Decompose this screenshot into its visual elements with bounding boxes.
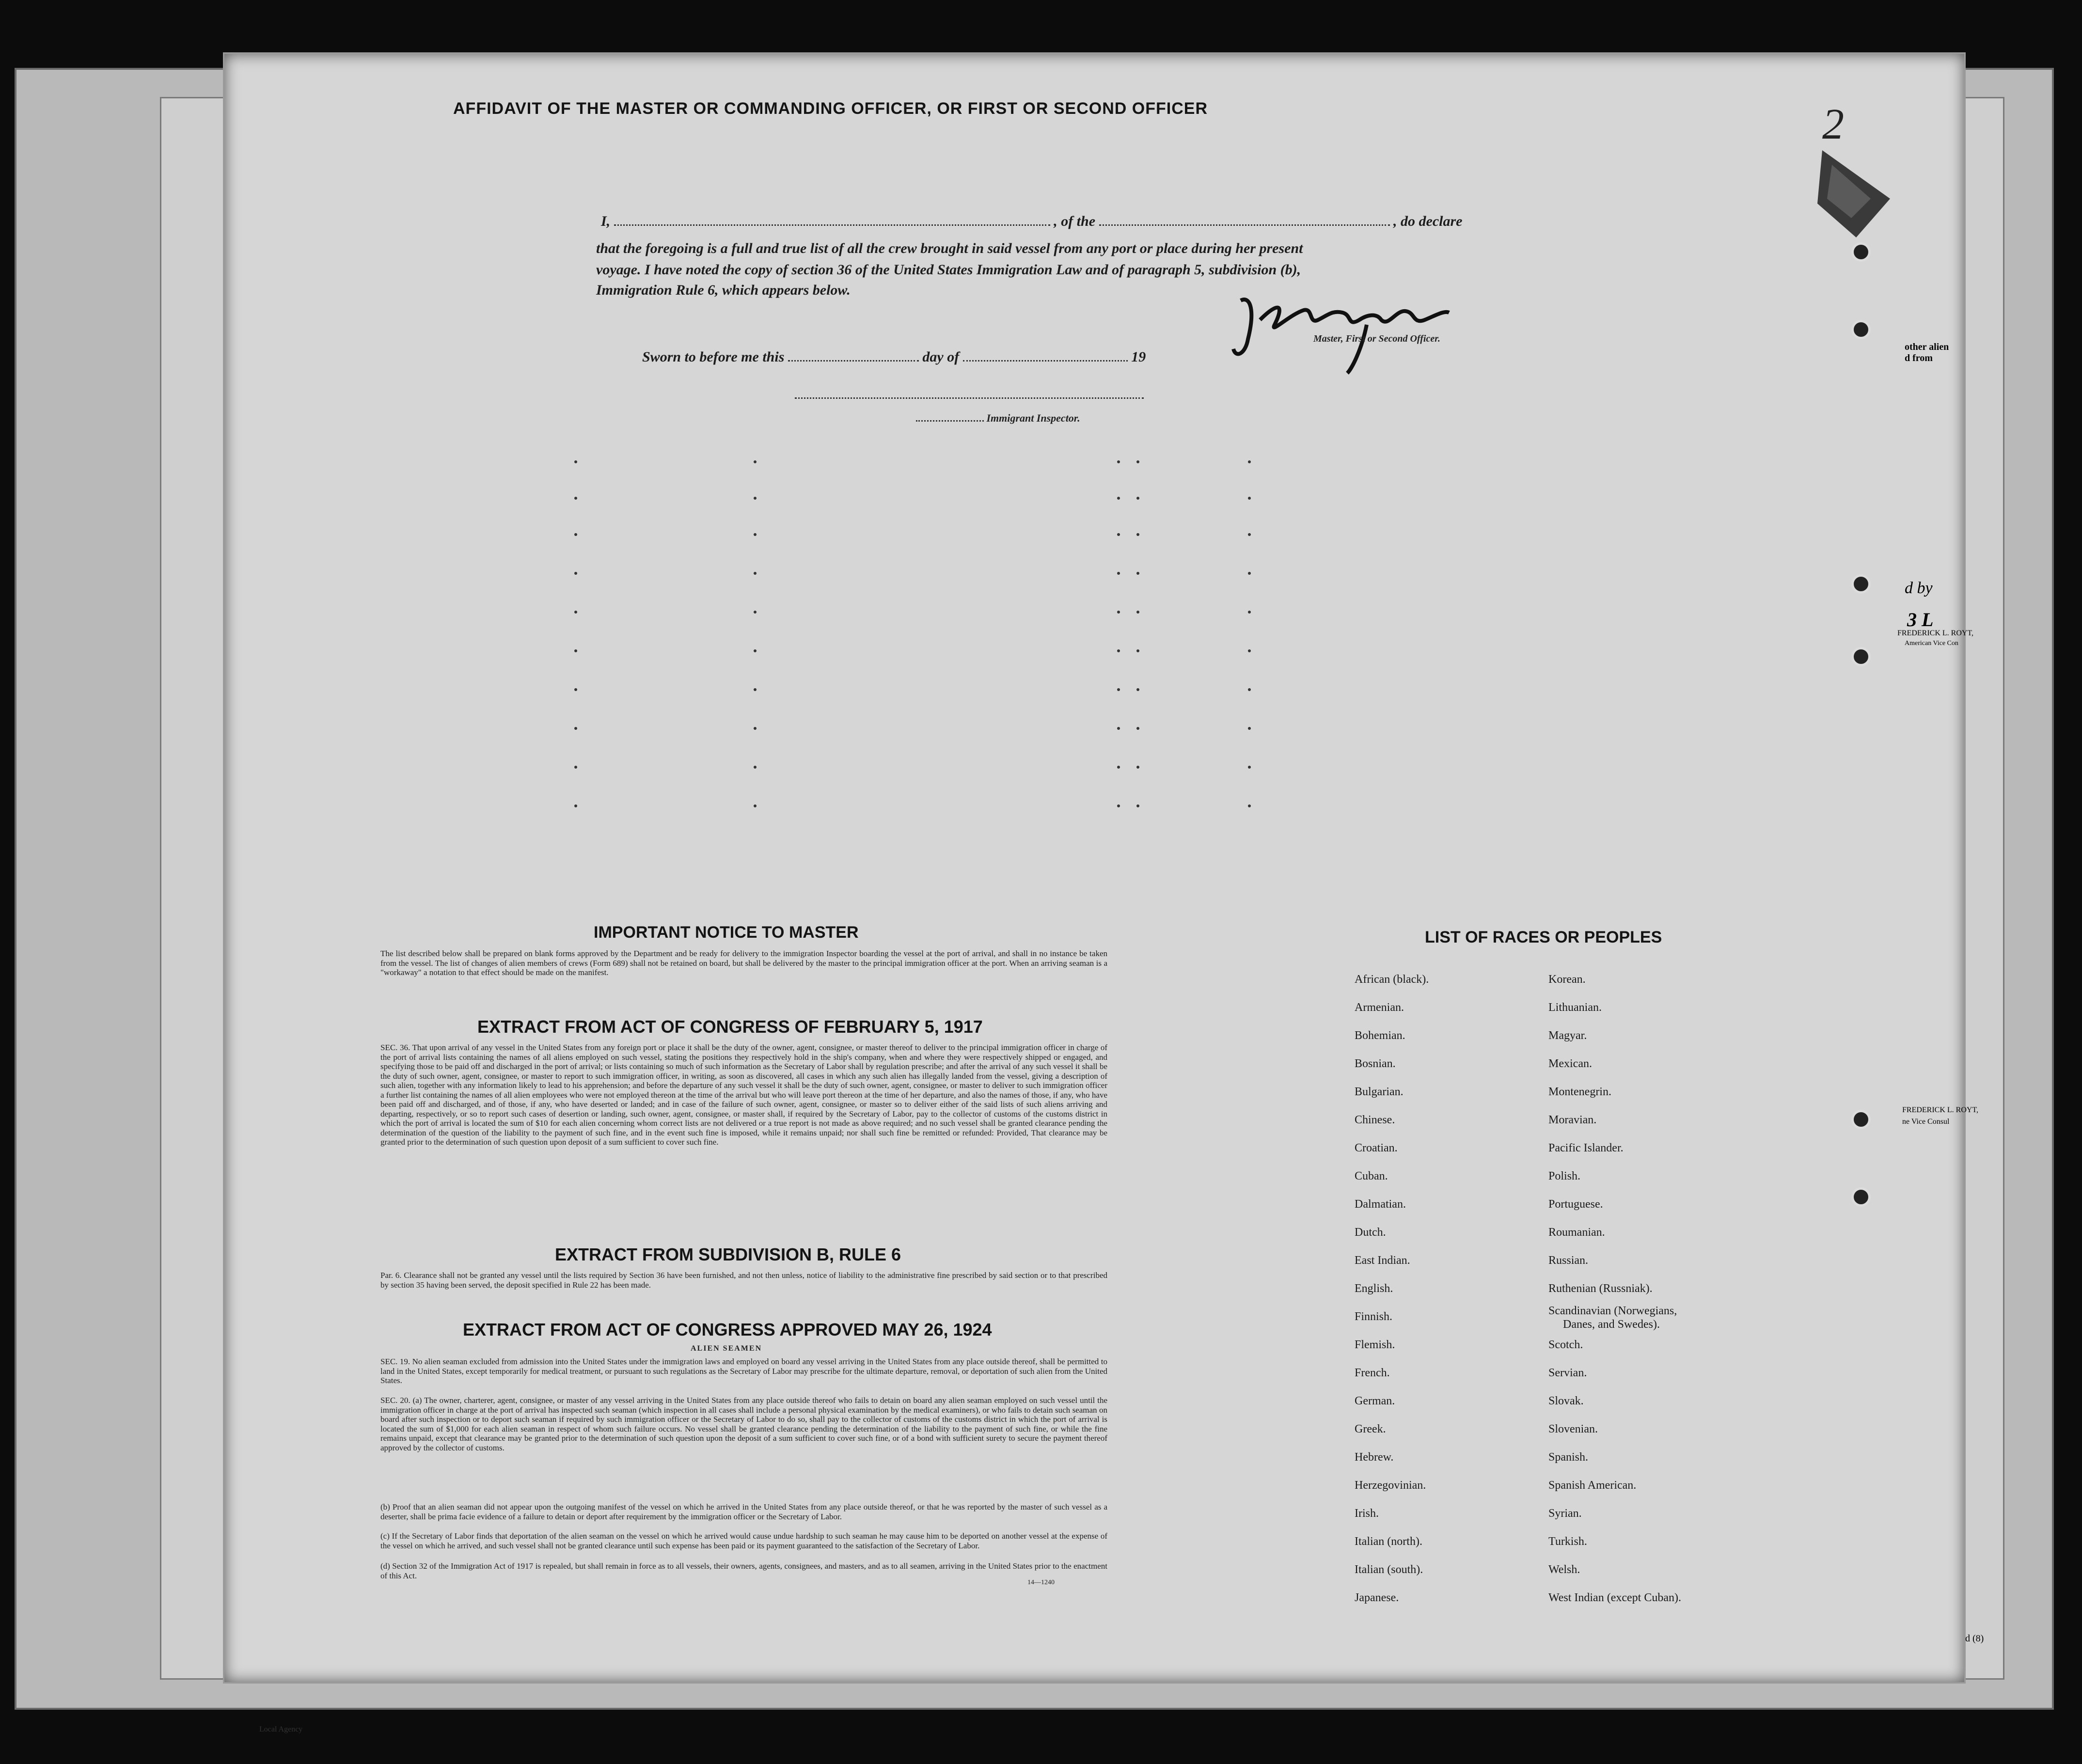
race-item: Slovenian. [1548, 1423, 1598, 1435]
notice-text: The list described below shall be prepared on blank forms approved by the Department and be ready for delivery to the immigration Inspector boarding the vessel at the port of arrival, and shall in no instance be taken from the vessel. The list of changes of alien members of crews (Form 689) shall not be retained on board, but shall be delivered by the master to the principal immigration officer at the port. When an arriving seaman is a "workaway" a notation to that effect should be made on the manifest. [380, 949, 1107, 977]
race-item: Italian (north). [1355, 1535, 1422, 1548]
inspector-label: Immigrant Inspector. [986, 412, 1080, 424]
race-item: Italian (south). [1355, 1563, 1423, 1576]
race-item: Russian. [1548, 1254, 1589, 1267]
race-item: Hebrew. [1355, 1451, 1394, 1464]
race-item: Polish. [1548, 1170, 1581, 1182]
inspector-line [916, 412, 1080, 425]
master-label: Master, First or Second Officer. [1313, 333, 1440, 344]
binder-hole-icon [1851, 320, 1871, 339]
extract2-text: Par. 6. Clearance shall not be granted any vessel until the lists required by Section 36 have been furnished, and not then unless, notice of liability to the administrative fine prescribed by said section or to that prescribed by section 35 having been served, the deposit specified in Rule 22 has been made. [380, 1271, 1107, 1290]
race-item: Croatian. [1355, 1142, 1398, 1154]
margin-note: American Vice Con [1905, 640, 1958, 647]
race-item: Dalmatian. [1355, 1198, 1406, 1211]
sworn-line [642, 349, 1272, 365]
sworn-month-field[interactable] [963, 360, 1128, 362]
race-item: Moravian. [1548, 1114, 1597, 1126]
extract1-text: SEC. 36. That upon arrival of any vessel in the United States from any foreign port or place it shall be the duty of the owner, agent, consignee, or master thereof to deliver to the principal immigration officer in charge of the port of arrival lists containing the names of all aliens employed on such vessel, stating the positions they respectively hold in the ship's company, when and where they were respectively shipped or engaged, and specifying those to be paid off and discharged in the port of arrival; or lists containing so much of such information as the Secretary of Labor shall by regulation prescribe; and after the arrival of any such vessel it shall be the duty of such owner, agent, consignee, or master to report to such immigration officer, in writing, as soon as discovered, all cases in which any such alien has illegally landed from the vessel, giving a description of such alien, together with any information likely to lead to his apprehension; and before the departure of any such vessel it shall be the duty of such owner, agent, consignee, or master to deliver to such immigration officer a further list containing the names of all alien employees who were not employed thereon at the time of the arrival but who will leave port thereon at the time of her departure, and also the names of those, if any, who have been paid off and discharged, and of those, if any, who have deserted or landed; and in case of the failure of such owner, agent, consignee, or master so to deliver either of the said lists of such aliens arriving and departing, respectively, or so to report such cases of desertion or landing, such owner, agent, consignee, or master shall, if required by the Secretary of Labor, pay to the collector of customs of the customs district in which the port of arrival is located the sum of $10 for each alien concerning whom correct lists are not delivered or a true report is not made as above required; and no such vessel shall be granted clearance pending the determination of the question of the liability to the payment of such fine, and in the event such fine is imposed, while it remains unpaid; nor shall such fine be remitted or refunded: Provided, That clearance may be granted prior to the determination of such question upon deposit of a sum sufficient to cover such fine. [380, 1043, 1107, 1147]
race-item: Slovak. [1548, 1395, 1584, 1407]
name-field[interactable] [614, 224, 1050, 226]
margin-note: d from [1905, 353, 1933, 363]
race-item: African (black). [1355, 973, 1429, 986]
race-item: Flemish. [1355, 1339, 1395, 1351]
margin-note: FREDERICK L. ROYT, [1897, 629, 1974, 637]
races-heading: LIST OF RACES OR PEOPLES [1425, 928, 1662, 946]
notice-heading: IMPORTANT NOTICE TO MASTER [594, 923, 859, 942]
race-item: Spanish American. [1548, 1479, 1637, 1492]
margin-note: ne Vice Consul [1902, 1118, 1950, 1126]
extract3-subheading: ALIEN SEAMEN [691, 1344, 762, 1353]
corner-tab-icon [1813, 145, 1895, 242]
margin-note: other alien [1905, 342, 1949, 352]
race-item: German. [1355, 1395, 1395, 1407]
margin-note: 3 L [1907, 609, 1934, 630]
race-item: West Indian (except Cuban). [1548, 1591, 1681, 1604]
race-item: Portuguese. [1548, 1198, 1603, 1211]
race-item: Chinese. [1355, 1114, 1395, 1126]
binder-hole-icon [1851, 647, 1871, 666]
race-item: Greek. [1355, 1423, 1386, 1435]
inspector-dots [916, 420, 984, 422]
race-item: Finnish. [1355, 1310, 1393, 1323]
bottom-left-note: Local Agency [259, 1725, 303, 1733]
of-the-label: , of the [1054, 213, 1096, 229]
race-item: Irish. [1355, 1507, 1379, 1520]
race-item: Lithuanian. [1548, 1001, 1602, 1014]
race-item: Dutch. [1355, 1226, 1386, 1239]
declaration-line-1 [601, 213, 1541, 230]
race-item: English. [1355, 1282, 1393, 1295]
race-item: Bulgarian. [1355, 1086, 1404, 1098]
race-item: Mexican. [1548, 1057, 1592, 1070]
race-item: Roumanian. [1548, 1226, 1605, 1239]
race-item: Cuban. [1355, 1170, 1388, 1182]
margin-note: d by [1905, 579, 1933, 597]
race-item: Syrian. [1548, 1507, 1582, 1520]
extract3-section20-d: (d) Section 32 of the Immigration Act of 1917 is repealed, but shall remain in force as to all vessels, their owners, agents, consignees, and masters, and as to all seamen, arriving in the United States prior to the enactment of this Act. [380, 1561, 1107, 1580]
binder-hole-icon [1851, 1110, 1871, 1129]
race-item: Scotch. [1548, 1339, 1583, 1351]
declaration-line-3: voyage. I have noted the copy of section 36 of the United States Immigration Law and of paragraph 5, subdivision (b), [596, 262, 1301, 278]
extract3-section20: SEC. 20. (a) The owner, charterer, agent, consignee, or master of any vessel arriving in the United States from any place outside thereof who fails to detain on board any alien seaman employed on such vessel until the immigration officer in charge at the port of arrival has inspected such seaman (which inspection in all cases shall include a personal physical examination by the medical examiners), or who fails to detain such seaman on board after such inspection or to deport such seaman if required by such immigration officer or the Secretary of Labor to do so, shall pay to the collector of customs of the customs district in which the port of arrival is located the sum of $1,000 for each alien seaman in respect of whom such failure occurs. No vessel shall be granted clearance pending the determination of the liability to the payment of such fine, or while the fine remains unpaid, except that clearance may be granted prior to the determination of such question upon the deposit of a sum sufficient to cover such fine, or of a bond with sufficient surety to secure the payment thereof approved by the collector of customs. [380, 1396, 1107, 1452]
extract3-heading: EXTRACT FROM ACT OF CONGRESS APPROVED MAY 26, 1924 [463, 1320, 992, 1339]
race-item: Armenian. [1355, 1001, 1404, 1014]
race-item: French. [1355, 1367, 1390, 1379]
declaration-line-2: that the foregoing is a full and true list of all the crew brought in said vessel from any port or place during her present [596, 240, 1303, 256]
race-item: Spanish. [1548, 1451, 1589, 1464]
binder-hole-icon [1851, 574, 1871, 594]
race-item: East Indian. [1355, 1254, 1410, 1267]
extract3-section20-b: (b) Proof that an alien seaman did not appear upon the outgoing manifest of the vessel on which he arrived in the United States from any place outside thereof, or that he was reported by the master of such vessel as a deserter, shall be prima facie evidence of a failure to detain or deport after requirement by the immigration officer or the Secretary of Labor. [380, 1502, 1107, 1521]
race-item: Turkish. [1548, 1535, 1587, 1548]
race-item: Bosnian. [1355, 1057, 1396, 1070]
page-number: 2 [1822, 100, 1844, 148]
margin-note: FREDERICK L. ROYT, [1902, 1106, 1979, 1114]
sworn-label: Sworn to before me this [642, 349, 785, 365]
vessel-field[interactable] [1099, 224, 1390, 226]
affidavit-title: AFFIDAVIT OF THE MASTER OR COMMANDING OFFICER, OR FIRST OR SECOND OFFICER [453, 99, 1208, 118]
extract2-heading: EXTRACT FROM SUBDIVISION B, RULE 6 [555, 1244, 901, 1264]
race-item: Bohemian. [1355, 1029, 1405, 1042]
extract3-section20-c: (c) If the Secretary of Labor finds that deportation of the alien seaman on the vessel on which he arrived would cause undue hardship to such seaman he may cause him to be deported on another vessel at the expense of the vessel on which he arrived, and such vessel shall not be granted clearance until such expense has been paid or its payment guaranteed to the satisfaction of the Secretary of Labor. [380, 1531, 1107, 1550]
race-item: Welsh. [1548, 1563, 1580, 1576]
race-item: Ruthenian (Russniak). [1548, 1282, 1653, 1295]
race-item: Herzegovinian. [1355, 1479, 1426, 1492]
race-item: Magyar. [1548, 1029, 1587, 1042]
race-item: Pacific Islander. [1548, 1142, 1624, 1154]
race-item: Servian. [1548, 1367, 1587, 1379]
day-of-label: day of [922, 349, 960, 365]
extract3-section19: SEC. 19. No alien seaman excluded from admission into the United States under the immigration laws and employed on board any vessel arriving in the United States from any place outside thereof, shall be permitted to land in the United States, except temporarily for medical treatment, or pursuant to such regulations as the Secretary of Labor may prescribe for the ultimate departure, removal, or deportation of such alien from the United States. [380, 1357, 1107, 1385]
form-number: 14—1240 [1027, 1579, 1055, 1586]
race-item-continued: Danes, and Swedes). [1563, 1318, 1660, 1331]
race-item: Japanese. [1355, 1591, 1399, 1604]
binder-hole-icon [1851, 1187, 1871, 1207]
i-label: I, [601, 213, 611, 229]
race-item: Scandinavian (Norwegians, [1548, 1305, 1677, 1317]
extract1-heading: EXTRACT FROM ACT OF CONGRESS OF FEBRUARY 5, 1917 [477, 1017, 983, 1037]
inspector-signature-line[interactable] [795, 397, 1144, 399]
race-item: Korean. [1548, 973, 1586, 986]
binder-hole-icon [1851, 242, 1871, 262]
do-declare-label: , do declare [1393, 213, 1463, 229]
year-label: 19 [1131, 349, 1146, 365]
declaration-line-4: Immigration Rule 6, which appears below. [596, 282, 851, 298]
race-item: Montenegrin. [1548, 1086, 1611, 1098]
sworn-day-field[interactable] [788, 360, 919, 362]
margin-note: d (8) [1965, 1633, 1984, 1644]
